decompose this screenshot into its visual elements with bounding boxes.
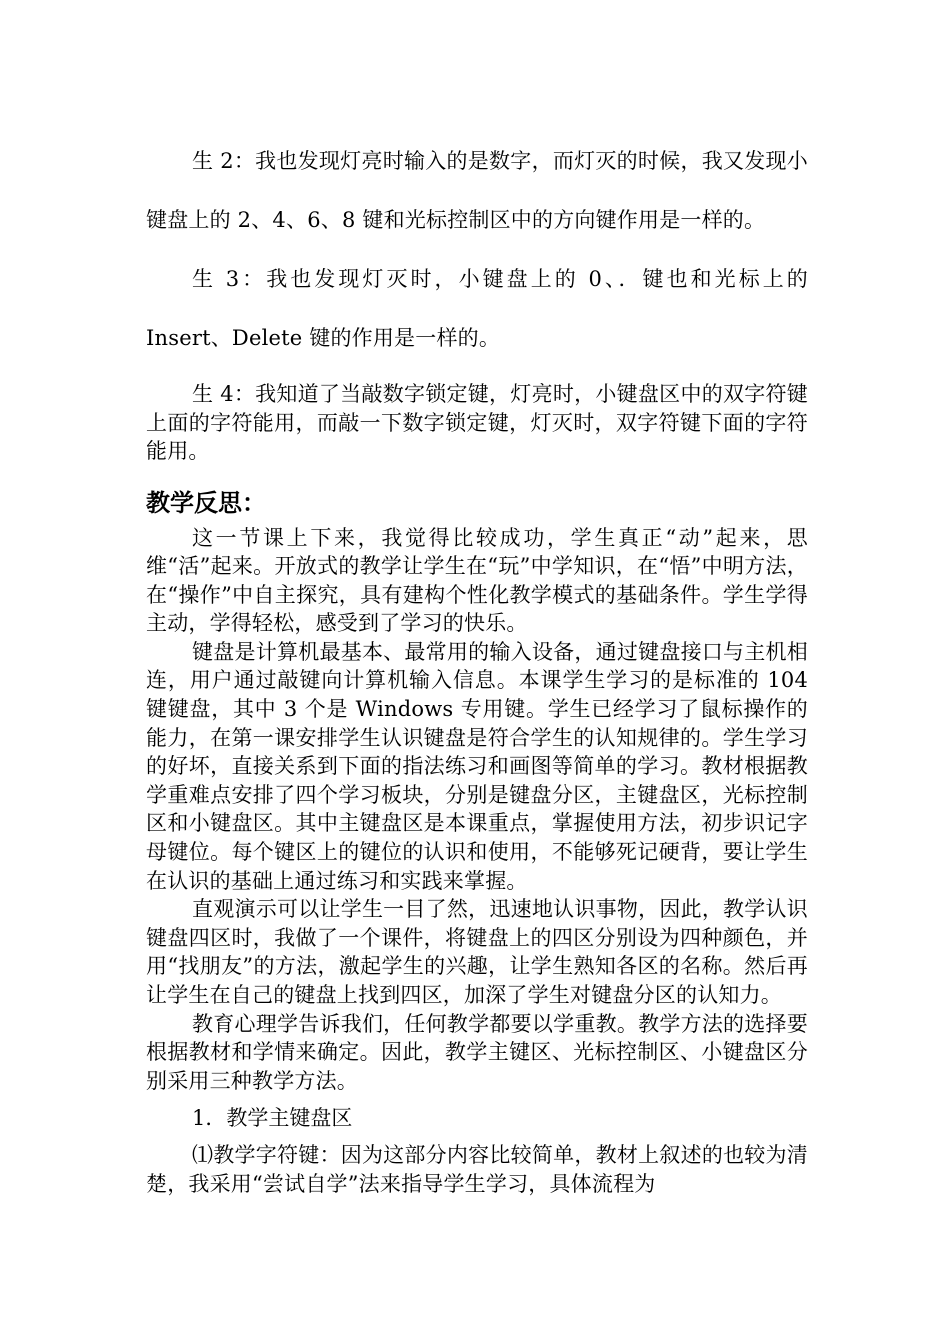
dialogue-student-3: 生 3：我也发现灯灭时，小键盘上的 0、．键也和光标上的 Insert、Delete 键的作用是一样的。	[146, 267, 808, 350]
list-heading-main-keyboard: 1．教学主键盘区	[192, 1106, 353, 1131]
section-heading-reflection: 教学反思：	[146, 488, 266, 517]
dialogue-student-4: 生 4：我知道了当敲数字锁定键，灯亮时，小键盘区中的双字符键上面的字符能用，而敲一下数字锁定键，灯灭时，双字符键下面的字符能用。	[146, 382, 808, 463]
reflection-paragraph-2: 键盘是计算机最基本、最常用的输入设备，通过键盘接口与主机相连，用户通过敲键向计算机输入信息。本课学生学习的是标准的 104 键键盘，其中 3 个是 Windows 专用键。学生已经学习了鼠标操作的能力，在第一课安排学生认识键盘是符合学生的认知规律的。学生学习的好坏，直接关系到下面的指法练习和画图等简单的学习。教材根据教学重难点安排了四个学习板块，分别是键盘分区，主键盘区，光标控制区和小键盘区。其中主键盘区是本课重点，掌握使用方法，初步识记字母键位。每个键区上的键位的认识和使用，不能够死记硬背，要让学生在认识的基础上通过练习和实践来掌握。	[146, 639, 808, 893]
reflection-section	[146, 524, 808, 1199]
dialogue-student-2: 生 2：我也发现灯亮时输入的是数字，而灯灭的时候，我又发现小键盘上的 2、4、6、8 键和光标控制区中的方向键作用是一样的。	[146, 149, 808, 232]
reflection-paragraph-1: 这一节课上下来，我觉得比较成功，学生真正“动”起来，思维“活”起来。开放式的教学让学生在“玩”中学知识，在“悟”中明方法，在“操作”中自主探究，具有建构个性化教学模式的基础条件。学生学得主动，学得轻松，感受到了学习的快乐。	[146, 525, 808, 636]
document-body	[146, 132, 808, 1199]
list-item-character-keys: ⑴教学字符键：因为这部分内容比较简单，教材上叙述的也较为清楚，我采用“尝试自学”法来指导学生学习，具体流程为	[146, 1143, 808, 1196]
reflection-paragraph-4: 教育心理学告诉我们，任何教学都要以学重教。教学方法的选择要根据教材和学情来确定。因此，教学主键区、光标控制区、小键盘区分别采用三种教学方法。	[146, 1011, 808, 1093]
reflection-paragraph-3: 直观演示可以让学生一目了然，迅速地认识事物，因此，教学认识键盘四区时，我做了一个课件，将键盘上的四区分别设为四种颜色，并用“找朋友”的方法，激起学生的兴趣，让学生熟知各区的名称。然后再让学生在自己的键盘上找到四区，加深了学生对键盘分区的认知力。	[146, 897, 808, 1007]
